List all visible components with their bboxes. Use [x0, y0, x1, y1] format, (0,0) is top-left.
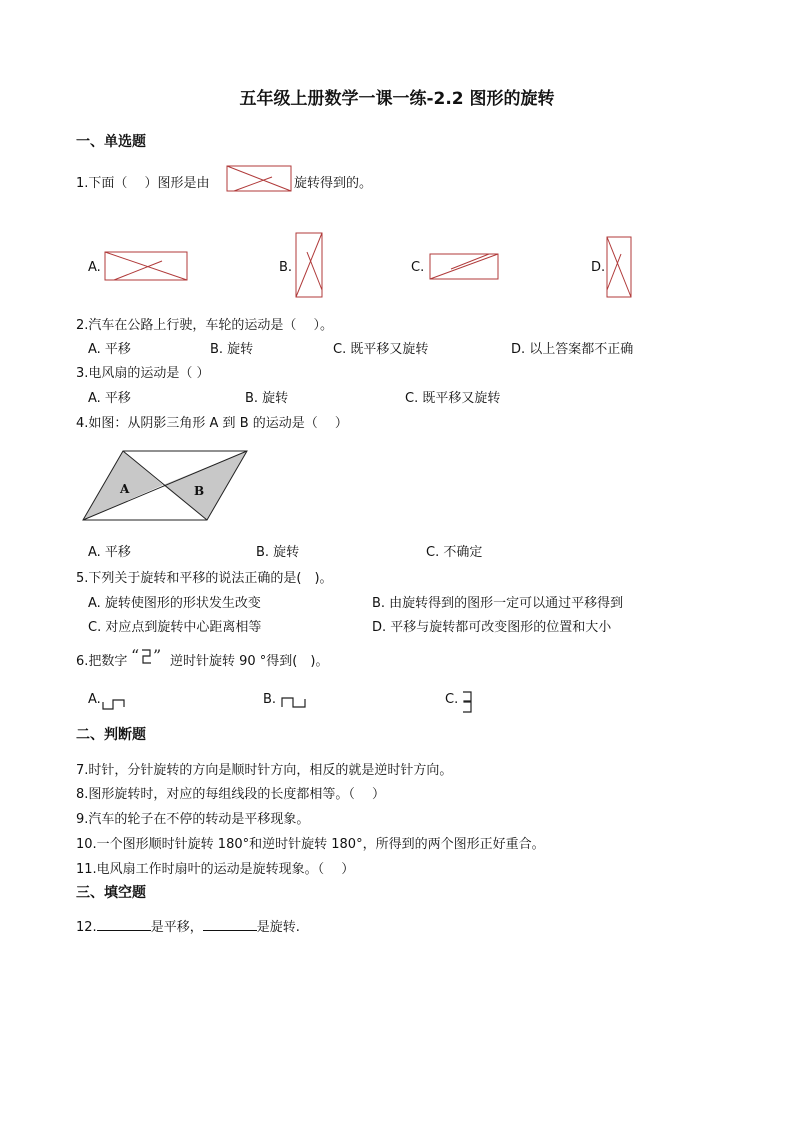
q4-option-c[interactable]: C. 不确定	[426, 545, 483, 560]
q1-option-d-label[interactable]: D.	[591, 260, 606, 275]
q1-option-a-label[interactable]: A.	[88, 260, 101, 275]
section-heading-single-choice: 一、单选题	[76, 134, 146, 150]
q6-option-a-figure	[102, 698, 126, 712]
q5-option-d[interactable]: D. 平移与旋转都可改变图形的位置和大小	[372, 620, 612, 635]
svg-text:“: “	[131, 646, 140, 665]
question-8-text: 8.图形旋转时，对应的每组线段的长度都相等。（ ）	[76, 787, 386, 802]
question-7-text: 7.时针，分针旋转的方向是顺时针方向，相反的就是逆时针方向。	[76, 763, 453, 778]
triangle-b-label: B	[194, 484, 205, 498]
q5-option-b[interactable]: B. 由旋转得到的图形一定可以通过平移得到	[372, 596, 624, 611]
q12-blank-2[interactable]	[203, 918, 257, 931]
question-9-text: 9.汽车的轮子在不停的转动是平移现象。	[76, 812, 310, 827]
question-1-text-after: 旋转得到的。	[294, 176, 373, 191]
q3-option-c[interactable]: C. 既平移又旋转	[405, 391, 501, 406]
q6-option-c-label[interactable]: C.	[445, 692, 459, 707]
section-heading-true-false: 二、判断题	[76, 727, 146, 743]
q6-digit-figure	[131, 645, 171, 667]
question-1-text-before: 1.下面（ ）图形是由	[76, 176, 210, 191]
q2-option-b[interactable]: B. 旋转	[210, 342, 254, 357]
q4-parallelogram-figure	[82, 450, 250, 522]
q1-option-c-label[interactable]: C.	[411, 260, 425, 275]
q4-option-a[interactable]: A. 平移	[88, 545, 131, 560]
q6-option-a-label[interactable]: A.	[88, 692, 101, 707]
question-12-prefix: 12.	[76, 920, 97, 935]
q3-option-b[interactable]: B. 旋转	[245, 391, 289, 406]
question-11-text: 11.电风扇工作时扇叶的运动是旋转现象。（ ）	[76, 862, 355, 877]
q1-option-a-figure	[104, 251, 188, 281]
q6-option-c-figure	[461, 690, 475, 714]
q1-option-b-label[interactable]: B.	[279, 260, 293, 275]
q1-option-b-figure	[295, 232, 323, 298]
question-12	[76, 916, 300, 935]
triangle-a-label: A	[120, 482, 130, 496]
question-2-text: 2.汽车在公路上行驶，车轮的运动是（ ）。	[76, 318, 334, 333]
question-5-text: 5.下列关于旋转和平移的说法正确的是( )。	[76, 571, 333, 586]
q6-option-b-figure	[281, 696, 307, 710]
q12-blank-1[interactable]	[97, 918, 151, 931]
q4-option-b[interactable]: B. 旋转	[256, 545, 300, 560]
q6-option-b-label[interactable]: B.	[263, 692, 277, 707]
q5-option-a[interactable]: A. 旋转使图形的形状发生改变	[88, 596, 261, 611]
q2-option-d[interactable]: D. 以上答案都不正确	[511, 342, 634, 357]
question-3-text: 3.电风扇的运动是（ ）	[76, 366, 210, 381]
question-12-mid: 是平移，	[150, 920, 203, 935]
q2-option-c[interactable]: C. 既平移又旋转	[333, 342, 429, 357]
q3-option-a[interactable]: A. 平移	[88, 391, 131, 406]
q1-option-d-figure	[606, 236, 632, 298]
section-heading-fill-in: 三、填空题	[76, 885, 146, 901]
q1-option-c-figure	[429, 253, 499, 280]
q1-reference-figure	[226, 165, 292, 192]
question-4-text: 4.如图：从阴影三角形 A 到 B 的运动是（ ）	[76, 416, 348, 431]
svg-text:”: ”	[153, 646, 162, 665]
q5-option-c[interactable]: C. 对应点到旋转中心距离相等	[88, 620, 262, 635]
question-12-end: 是旋转.	[256, 920, 300, 935]
page-title: 五年级上册数学一课一练-2.2 图形的旋转	[239, 89, 555, 109]
q2-option-a[interactable]: A. 平移	[88, 342, 131, 357]
question-6-text-after: 逆时针旋转 90 °得到( )。	[170, 654, 329, 669]
question-6-text-before: 6.把数字	[76, 654, 128, 669]
question-10-text: 10.一个图形顺时针旋转 180°和逆时针旋转 180°，所得到的两个图形正好重合。	[76, 837, 545, 852]
